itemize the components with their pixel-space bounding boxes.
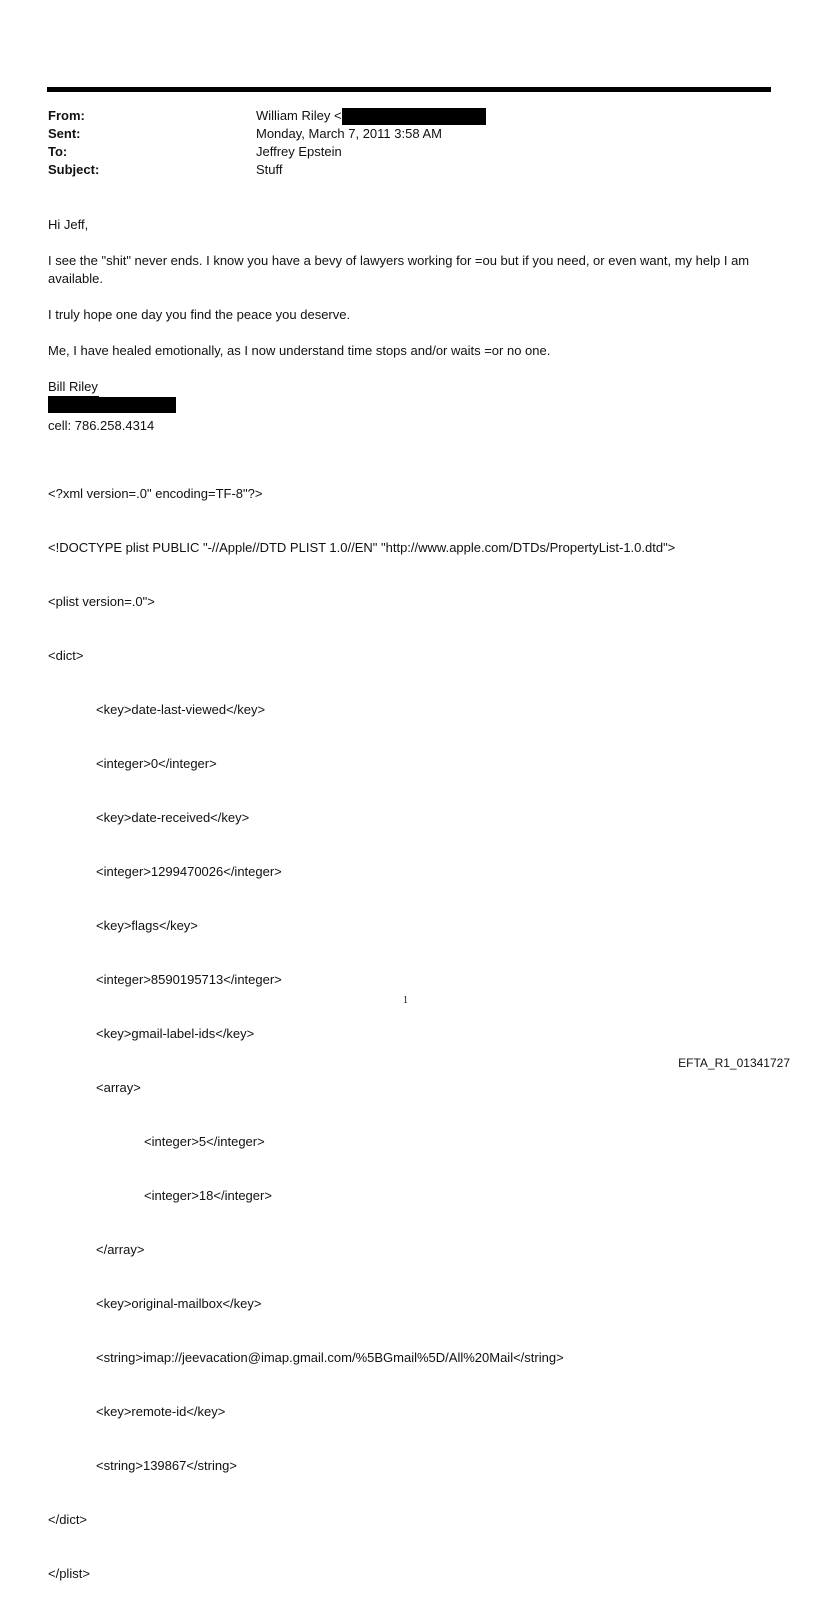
email-body bbox=[48, 216, 768, 1619]
subject-row bbox=[48, 161, 486, 179]
xml-line: <key>date-received</key> bbox=[96, 810, 250, 825]
xml-line: </plist> bbox=[48, 1566, 90, 1581]
sent-label: Sent: bbox=[48, 126, 81, 141]
redacted-email bbox=[342, 108, 486, 125]
xml-line: <key>flags</key> bbox=[96, 918, 198, 933]
email-header bbox=[48, 107, 486, 179]
greeting: Hi Jeff, bbox=[48, 217, 89, 232]
header-rule bbox=[47, 87, 771, 92]
xml-line: <key>original-mailbox</key> bbox=[96, 1296, 262, 1311]
to-row bbox=[48, 143, 486, 161]
xml-line: <!DOCTYPE plist PUBLIC "-//Apple//DTD PLIST 1.0//EN" "http://www.apple.com/DTDs/PropertyList-1.0.dtd"> bbox=[48, 540, 676, 555]
xml-line: <dict> bbox=[48, 648, 84, 663]
xml-line: <integer>18</integer> bbox=[144, 1188, 272, 1203]
xml-line: <key>remote-id</key> bbox=[96, 1404, 226, 1419]
xml-line: <string>imap://jeevacation@imap.gmail.com/%5BGmail%5D/All%20Mail</string> bbox=[96, 1350, 564, 1365]
subject-label: Subject: bbox=[48, 162, 100, 177]
from-value bbox=[256, 107, 486, 125]
xml-line: <integer>5</integer> bbox=[144, 1134, 265, 1149]
xml-line: <integer>1299470026</integer> bbox=[96, 864, 282, 879]
plist-xml bbox=[48, 449, 768, 1619]
xml-line: <key>gmail-label-ids</key> bbox=[96, 1026, 255, 1041]
xml-line: <plist version=.0"> bbox=[48, 594, 155, 609]
xml-line: <array> bbox=[96, 1080, 141, 1095]
xml-line: </array> bbox=[96, 1242, 145, 1257]
page-number: 1 bbox=[403, 995, 408, 1006]
xml-line: <integer>0</integer> bbox=[96, 756, 217, 771]
sent-value: Monday, March 7, 2011 3:58 AM bbox=[256, 126, 442, 141]
subject-value: Stuff bbox=[256, 162, 283, 177]
redacted-signature-line bbox=[48, 397, 176, 413]
paragraph-1: I see the "shit" never ends. I know you have a bevy of lawyers working for =ou but if you need, or even want, my help I am available. bbox=[48, 253, 750, 286]
signature bbox=[48, 378, 768, 435]
from-name: William Riley < bbox=[256, 108, 342, 123]
xml-line: <?xml version=.0" encoding=TF-8"?> bbox=[48, 486, 263, 501]
signature-name: Bill Riley bbox=[48, 378, 99, 397]
from-row bbox=[48, 107, 486, 125]
paragraph-3: Me, I have healed emotionally, as I now understand time stops and/or waits =or no one. bbox=[48, 343, 551, 358]
document-id-stamp: EFTA_R1_01341727 bbox=[678, 1056, 790, 1070]
sent-row bbox=[48, 125, 486, 143]
xml-line: </dict> bbox=[48, 1512, 88, 1527]
xml-line: <string>139867</string> bbox=[96, 1458, 237, 1473]
to-value: Jeffrey Epstein bbox=[256, 144, 342, 159]
paragraph-2: I truly hope one day you find the peace you deserve. bbox=[48, 307, 351, 322]
xml-line: <key>date-last-viewed</key> bbox=[96, 702, 266, 717]
to-label: To: bbox=[48, 144, 68, 159]
from-label: From: bbox=[48, 108, 85, 123]
xml-line: <integer>8590195713</integer> bbox=[96, 972, 282, 987]
signature-cell: cell: 786.258.4314 bbox=[48, 418, 155, 433]
